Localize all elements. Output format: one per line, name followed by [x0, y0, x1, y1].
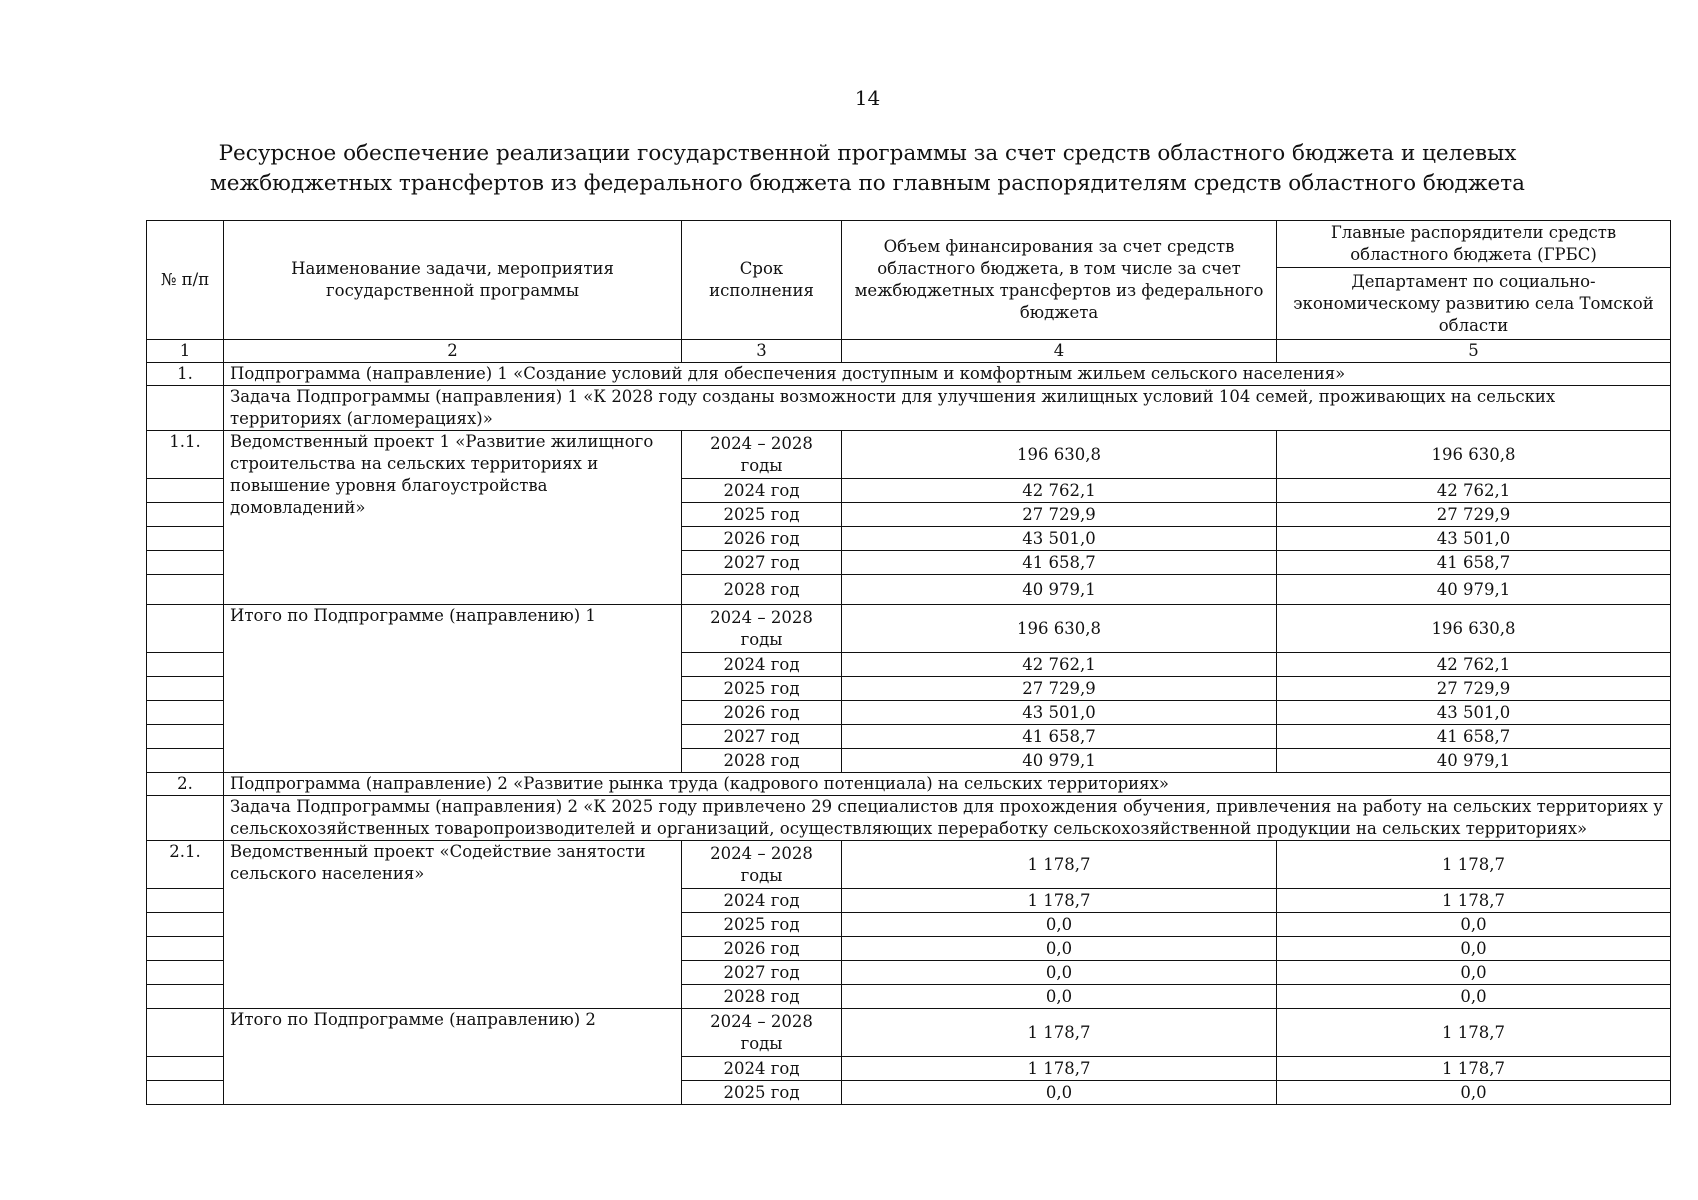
table-row	[147, 431, 1671, 479]
document-title: Ресурсное обеспечение реализации государственной программы за счет средств областного бюджета и целевых межбюджетных трансфертов из федерального бюджета по главным распорядителям средств областного бюджета	[210, 141, 1525, 196]
grbs-amount: 196 630,8	[1277, 605, 1671, 653]
grbs-amount: 0,0	[1277, 937, 1671, 961]
amount: 0,0	[842, 1081, 1277, 1105]
amount: 0,0	[842, 961, 1277, 985]
amount: 1 178,7	[842, 1009, 1277, 1057]
row-number-empty	[147, 1081, 224, 1105]
row-number-empty	[147, 503, 224, 527]
amount: 0,0	[842, 913, 1277, 937]
period: 2024 – 2028 годы	[682, 1009, 842, 1057]
row-number-empty	[147, 479, 224, 503]
period: 2025 год	[682, 1081, 842, 1105]
grbs-amount: 0,0	[1277, 1081, 1671, 1105]
grbs-amount: 0,0	[1277, 985, 1671, 1009]
header-grbs-department: Департамент по социально-экономическому развитию села Томской области	[1277, 268, 1671, 340]
amount: 27 729,9	[842, 503, 1277, 527]
table-row	[147, 1009, 1671, 1057]
period: 2028 год	[682, 575, 842, 605]
period: 2026 год	[682, 937, 842, 961]
task-row	[147, 386, 1671, 431]
task-description: Задача Подпрограммы (направления) 1 «К 2028 году созданы возможности для улучшения жилищных условий 104 семей, проживающих на сельских территориях (агломерациях)»	[224, 386, 1671, 431]
grbs-amount: 1 178,7	[1277, 889, 1671, 913]
column-number: 3	[682, 340, 842, 363]
grbs-amount: 27 729,9	[1277, 677, 1671, 701]
amount: 40 979,1	[842, 575, 1277, 605]
amount: 1 178,7	[842, 889, 1277, 913]
column-number-row	[147, 340, 1671, 363]
header-amount: Объем финансирования за счет средств областного бюджета, в том числе за счет межбюджетных трансфертов из федерального бюджета	[842, 221, 1277, 340]
total-name: Итого по Подпрограмме (направлению) 2	[224, 1009, 682, 1105]
row-number-empty	[147, 796, 224, 841]
period: 2025 год	[682, 503, 842, 527]
header-grbs-group: Главные распорядители средств областного бюджета (ГРБС)	[1277, 221, 1671, 268]
task-description: Задача Подпрограммы (направления) 2 «К 2025 году привлечено 29 специалистов для прохождения обучения, привлечения на работу на сельских территориях у сельскохозяйственных товаропроизводителей и организаций, осуществляющих переработку сельскохозяйственной продукции на сельских территориях»	[224, 796, 1671, 841]
header-row	[147, 221, 1671, 268]
period: 2024 – 2028 годы	[682, 431, 842, 479]
amount: 43 501,0	[842, 701, 1277, 725]
row-number: 1.	[147, 363, 224, 386]
column-number: 1	[147, 340, 224, 363]
amount: 42 762,1	[842, 479, 1277, 503]
period: 2028 год	[682, 985, 842, 1009]
grbs-amount: 1 178,7	[1277, 1009, 1671, 1057]
grbs-amount: 41 658,7	[1277, 725, 1671, 749]
grbs-amount: 42 762,1	[1277, 653, 1671, 677]
row-number-empty	[147, 937, 224, 961]
row-number-empty	[147, 701, 224, 725]
grbs-amount: 42 762,1	[1277, 479, 1671, 503]
header-num: № п/п	[147, 221, 224, 340]
period: 2028 год	[682, 749, 842, 773]
row-number: 2.	[147, 773, 224, 796]
grbs-amount: 0,0	[1277, 913, 1671, 937]
row-number: 2.1.	[147, 841, 224, 889]
resource-table	[146, 220, 1671, 1105]
grbs-amount: 0,0	[1277, 961, 1671, 985]
page-number: 14	[854, 86, 881, 110]
period: 2024 год	[682, 479, 842, 503]
row-number-empty	[147, 749, 224, 773]
period: 2024 – 2028 годы	[682, 605, 842, 653]
amount: 1 178,7	[842, 841, 1277, 889]
row-number-empty	[147, 677, 224, 701]
period: 2026 год	[682, 701, 842, 725]
amount: 0,0	[842, 985, 1277, 1009]
period: 2025 год	[682, 913, 842, 937]
period: 2024 – 2028 годы	[682, 841, 842, 889]
row-number: 1.1.	[147, 431, 224, 479]
subprogram-title: Подпрограмма (направление) 2 «Развитие рынка труда (кадрового потенциала) на сельских территориях»	[224, 773, 1671, 796]
header-name: Наименование задачи, мероприятия государственной программы	[224, 221, 682, 340]
grbs-amount: 43 501,0	[1277, 701, 1671, 725]
table-row	[147, 605, 1671, 653]
grbs-amount: 40 979,1	[1277, 575, 1671, 605]
column-number: 2	[224, 340, 682, 363]
grbs-amount: 1 178,7	[1277, 1057, 1671, 1081]
row-number-empty	[147, 1057, 224, 1081]
amount: 196 630,8	[842, 605, 1277, 653]
period: 2026 год	[682, 527, 842, 551]
row-number-empty	[147, 1009, 224, 1057]
period: 2027 год	[682, 551, 842, 575]
amount: 41 658,7	[842, 551, 1277, 575]
row-number-empty	[147, 913, 224, 937]
row-number-empty	[147, 386, 224, 431]
task-row	[147, 796, 1671, 841]
amount: 196 630,8	[842, 431, 1277, 479]
amount: 40 979,1	[842, 749, 1277, 773]
row-number-empty	[147, 961, 224, 985]
period: 2024 год	[682, 1057, 842, 1081]
grbs-amount: 196 630,8	[1277, 431, 1671, 479]
amount: 42 762,1	[842, 653, 1277, 677]
period: 2027 год	[682, 961, 842, 985]
table-row	[147, 841, 1671, 889]
header-period: Срок исполнения	[682, 221, 842, 340]
total-name: Итого по Подпрограмме (направлению) 1	[224, 605, 682, 773]
row-number-empty	[147, 725, 224, 749]
period: 2025 год	[682, 677, 842, 701]
row-number-empty	[147, 575, 224, 605]
row-number-empty	[147, 605, 224, 653]
row-number-empty	[147, 551, 224, 575]
column-number: 5	[1277, 340, 1671, 363]
row-number-empty	[147, 527, 224, 551]
project-name: Ведомственный проект «Содействие занятости сельского населения»	[224, 841, 682, 1009]
grbs-amount: 1 178,7	[1277, 841, 1671, 889]
period: 2024 год	[682, 889, 842, 913]
grbs-amount: 40 979,1	[1277, 749, 1671, 773]
subprogram-title: Подпрограмма (направление) 1 «Создание условий для обеспечения доступным и комфортным жильем сельского населения»	[224, 363, 1671, 386]
amount: 1 178,7	[842, 1057, 1277, 1081]
grbs-amount: 27 729,9	[1277, 503, 1671, 527]
amount: 27 729,9	[842, 677, 1277, 701]
amount: 43 501,0	[842, 527, 1277, 551]
subprogram-row	[147, 773, 1671, 796]
period: 2024 год	[682, 653, 842, 677]
row-number-empty	[147, 985, 224, 1009]
period: 2027 год	[682, 725, 842, 749]
subprogram-row	[147, 363, 1671, 386]
row-number-empty	[147, 653, 224, 677]
amount: 41 658,7	[842, 725, 1277, 749]
row-number-empty	[147, 889, 224, 913]
grbs-amount: 41 658,7	[1277, 551, 1671, 575]
grbs-amount: 43 501,0	[1277, 527, 1671, 551]
column-number: 4	[842, 340, 1277, 363]
amount: 0,0	[842, 937, 1277, 961]
project-name: Ведомственный проект 1 «Развитие жилищного строительства на сельских территориях и повышение уровня благоустройства домовладений»	[224, 431, 682, 605]
